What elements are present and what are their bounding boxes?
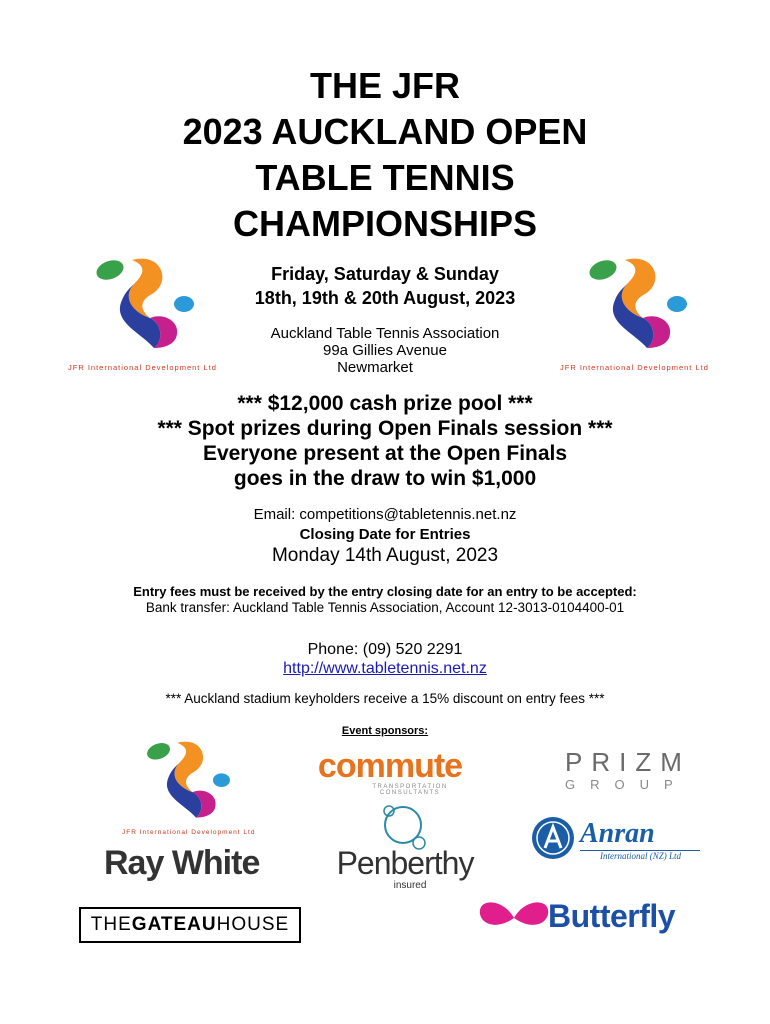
penberthy-wordmark: Penberthy <box>336 845 474 881</box>
website-link[interactable]: http://www.tabletennis.net.nz <box>283 660 487 677</box>
discount-note: *** Auckland stadium keyholders receive a 15% discount on entry fees *** <box>165 691 605 706</box>
bank-details: Bank transfer: Auckland Table Tennis Association, Account 12-3013-0104400-01 <box>145 600 625 615</box>
title-line-2: 2023 AUCKLAND OPEN <box>182 111 588 152</box>
gateau-house: HOUSE <box>216 914 290 935</box>
title-line-4: CHAMPIONSHIPS <box>232 203 538 244</box>
prizm-subtitle: GROUP <box>565 777 688 792</box>
gateau-house-logo <box>79 907 301 943</box>
draw-line-2: goes in the draw to win $1,000 <box>233 467 537 490</box>
jfr-caption-right: JFR International Development Ltd <box>560 363 709 372</box>
anran-emblem-icon <box>530 815 576 861</box>
butterfly-wings-icon <box>478 898 550 938</box>
event-date-range: 18th, 19th & 20th August, 2023 <box>254 288 516 308</box>
commute-subtitle: TRANSPORTATION CONSULTANTS <box>372 784 448 796</box>
event-days: Friday, Saturday & Sunday <box>271 264 499 284</box>
closing-label: Closing Date for Entries <box>299 526 471 543</box>
butterfly-wordmark: Butterfly <box>548 898 676 934</box>
venue-street: 99a Gillies Avenue <box>323 342 447 359</box>
commute-logo <box>310 748 470 796</box>
prize-pool: *** $12,000 cash prize pool *** <box>237 392 533 415</box>
gateau-the: THE <box>90 914 132 935</box>
penberthy-subtitle: insured <box>393 880 427 891</box>
spot-prizes: *** Spot prizes during Open Finals session *** <box>157 417 613 440</box>
email: Email: competitions@tabletennis.net.nz <box>253 506 517 523</box>
raywhite-logo: Ray White <box>104 844 260 882</box>
title-line-3: TABLE TENNIS <box>255 157 515 198</box>
gateau-gateau: GATEAU <box>131 914 217 935</box>
prizm-logo <box>565 747 691 794</box>
sponsors-heading: Event sponsors: <box>341 725 429 737</box>
anran-logo <box>580 820 700 861</box>
jfr-caption-left: JFR International Development Ltd <box>68 363 217 372</box>
venue-name: Auckland Table Tennis Association <box>270 325 500 342</box>
venue-suburb: Newmarket <box>337 359 413 376</box>
commute-wordmark: commute <box>317 747 463 785</box>
fees-notice: Entry fees must be received by the entry closing date for an entry to be accepted: <box>133 584 637 599</box>
closing-date: Monday 14th August, 2023 <box>271 545 499 566</box>
anran-wordmark: Anran <box>580 818 655 849</box>
jfr-caption-sponsor: JFR International Development Ltd <box>122 829 256 836</box>
jfr-logo-sponsor <box>140 736 240 821</box>
anran-subtitle: International (NZ) Ltd <box>580 850 700 861</box>
draw-line-1: Everyone present at the Open Finals <box>202 442 568 465</box>
penberthy-logo <box>320 846 490 891</box>
prizm-wordmark: PRIZM <box>565 747 691 777</box>
phone: Phone: (09) 520 2291 <box>307 641 463 658</box>
title-line-1: THE JFR <box>309 65 460 106</box>
